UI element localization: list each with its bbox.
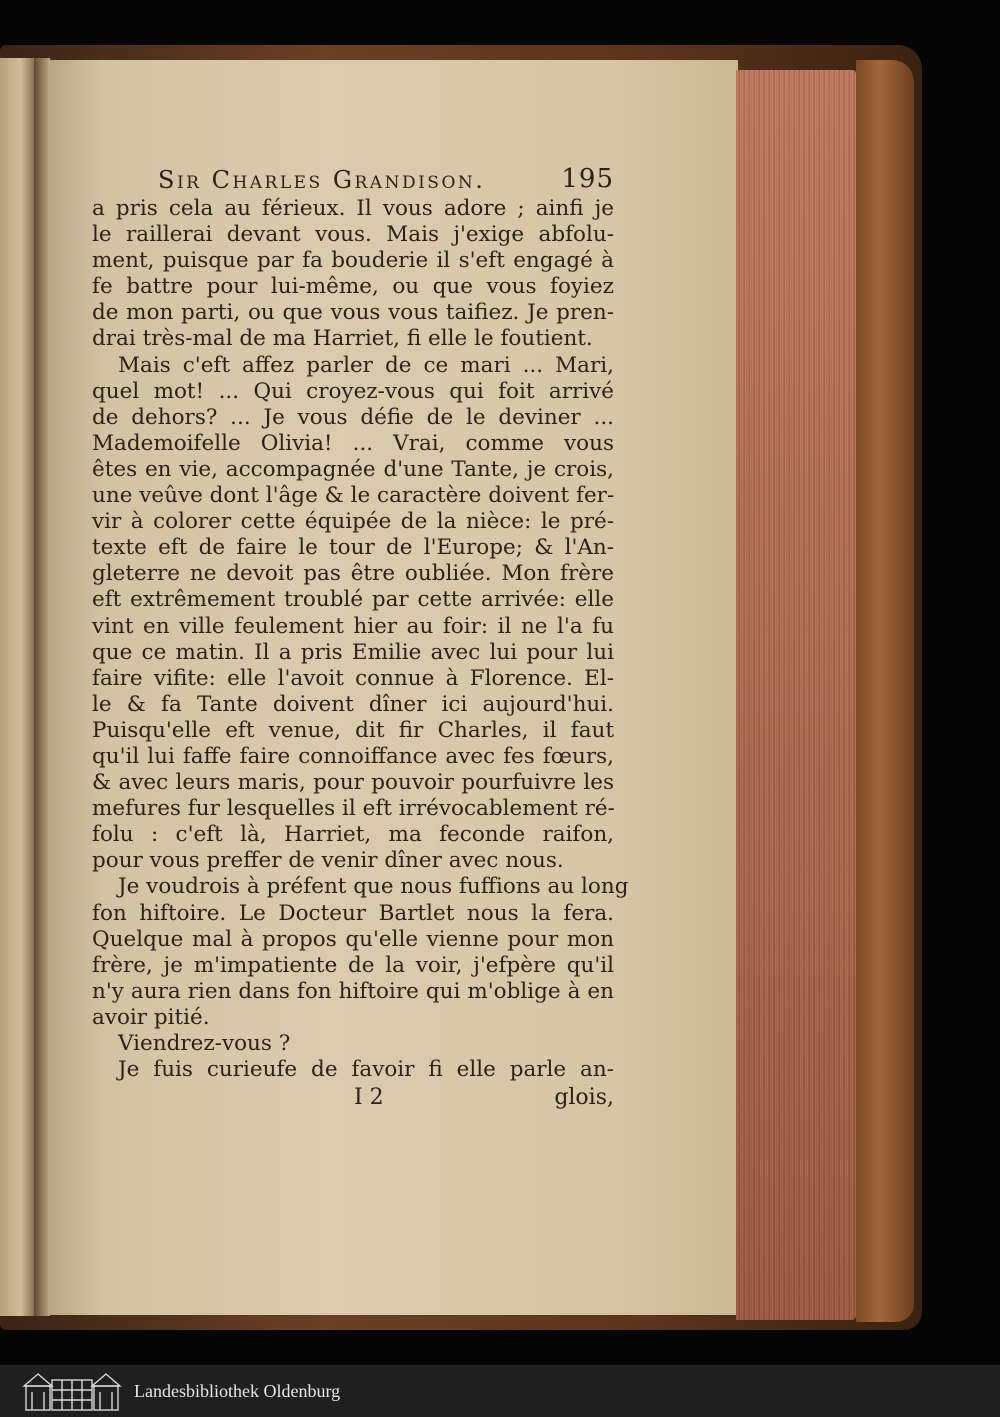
text-line: Je fuis curieufe de favoir fi elle parle an-: [118, 1057, 614, 1083]
text-line: ment, puisque par fa bouderie il s'eft engagé à: [92, 248, 614, 274]
page-number: 195: [561, 164, 614, 194]
text-line: gleterre ne devoit pas être oubliée. Mon frère: [92, 561, 614, 587]
page-footer-line: [92, 1085, 614, 1115]
running-head-title: Sir Charles Grandison.: [158, 166, 486, 194]
text-line: le & fa Tante doivent dîner ici aujourd'hui.: [92, 691, 614, 717]
text-line: vint en ville feulement hier au foir: il ne l'a fu: [92, 613, 614, 639]
text-block: [92, 160, 629, 1115]
text-line: pour vous preffer de venir dîner avec nous.: [92, 848, 564, 874]
text-line: Je voudrois à préfent que nous fuffions au long: [118, 874, 629, 900]
text-line: avoir pitié.: [92, 1004, 210, 1030]
text-line: de dehors? ... Je vous défie de le deviner ...: [92, 404, 614, 430]
left-page-edge: [0, 58, 34, 1316]
library-building-icon: [22, 1370, 122, 1412]
text-line: frère, je m'impatiente de la voir, j'efpère qu'il: [92, 952, 614, 978]
text-line: que ce matin. Il a pris Emilie avec lui pour lui: [92, 639, 614, 665]
text-line: drai très-mal de ma Harriet, fi elle le foutient.: [92, 326, 593, 352]
text-line: fe battre pour lui-même, ou que vous foyiez: [92, 274, 614, 300]
text-line: fon hiftoire. Le Docteur Bartlet nous la fera.: [92, 900, 614, 926]
text-line: Mais c'eft affez parler de ce mari ... Mari,: [118, 352, 614, 378]
text-line: Quelque mal à propos qu'elle vienne pour mon: [92, 926, 614, 952]
text-line: qu'il lui faffe faire connoiffance avec fes fœurs,: [92, 743, 614, 769]
text-line: quel mot! ... Qui croyez-vous qui foit arrivé: [92, 378, 614, 404]
text-line: êtes en vie, accompagnée d'une Tante, je crois,: [92, 456, 614, 482]
running-head: [92, 160, 614, 196]
library-name: Landesbibliothek Oldenburg: [134, 1380, 341, 1401]
page-edges: [736, 70, 856, 1320]
text-line: a pris cela au férieux. Il vous adore ; ainfi je: [92, 196, 614, 221]
text-line: de mon parti, ou que vous vous taifiez. Je pren-: [92, 300, 614, 326]
text-line: une veûve dont l'âge & le caractère doivent fer-: [92, 483, 615, 509]
text-line: le raillerai devant vous. Mais j'exige abfolu-: [92, 222, 614, 248]
text-line: eft extrêmement troublé par cette arrivée: elle: [92, 587, 614, 613]
text-line: Mademoifelle Olivia! ... Vrai, comme vous: [92, 430, 614, 456]
signature-mark: I 2: [354, 1085, 384, 1111]
text-line: vir à colorer cette équipée de la nièce: le pré-: [92, 509, 614, 535]
library-footer: [0, 1365, 1000, 1417]
body-text: [92, 196, 629, 1083]
text-line: texte eft de faire le tour de l'Europe; & l'An-: [92, 535, 614, 561]
text-line: Viendrez-vous ?: [118, 1031, 291, 1056]
text-line: Puisqu'elle eft venue, dit fir Charles, il faut: [92, 717, 614, 743]
catchword: glois,: [554, 1085, 614, 1111]
text-line: folu : c'eft là, Harriet, ma feconde raifon,: [92, 822, 614, 848]
text-line: & avec leurs maris, pour pouvoir pourfuivre les: [92, 770, 614, 796]
cover-edge: [856, 60, 914, 1322]
text-line: faire vifite: elle l'avoit connue à Florence. El-: [92, 665, 614, 691]
text-line: mefures fur lesquelles il eft irrévocablement ré-: [92, 796, 615, 822]
text-line: n'y aura rien dans fon hiftoire qui m'oblige à en: [92, 978, 614, 1004]
